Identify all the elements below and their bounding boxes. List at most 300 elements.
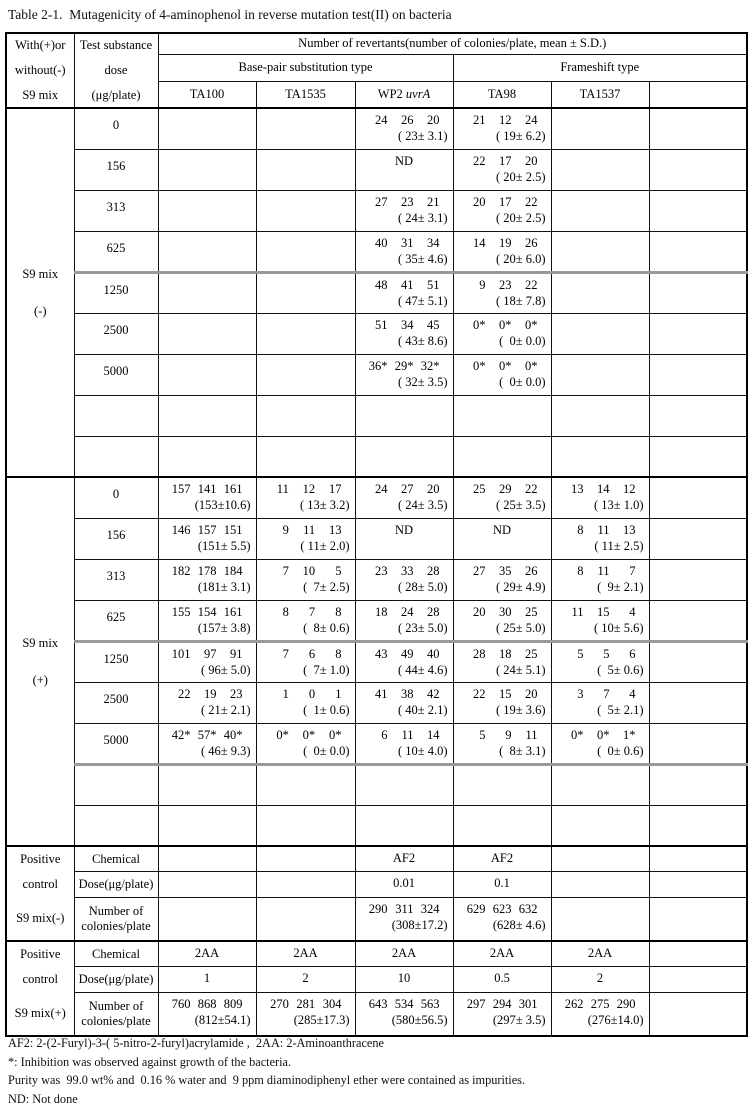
count-value: 40 bbox=[375, 235, 388, 250]
count-value: 0* bbox=[329, 727, 342, 742]
plate-counts bbox=[454, 314, 551, 333]
control-row-head bbox=[74, 846, 158, 872]
count-value: 0* bbox=[276, 727, 289, 742]
plate-counts bbox=[356, 683, 453, 702]
count-value: 5 bbox=[335, 563, 342, 578]
mean-sd: (812±54.1) bbox=[194, 1012, 251, 1027]
result-cell bbox=[551, 518, 649, 559]
footnote-line: AF2: 2-(2-Furyl)-3-( 5-nitro-2-furyl)acrylamide , 2AA: 2-Aminoanthracene bbox=[8, 1036, 384, 1050]
count-value: 275 bbox=[590, 996, 610, 1011]
mean-sd: ( 23± 3.1) bbox=[397, 129, 448, 143]
result-cell bbox=[453, 992, 551, 1036]
count-value: 270 bbox=[270, 996, 289, 1011]
plate-counts bbox=[356, 898, 453, 917]
count-value: 22 bbox=[178, 686, 191, 701]
empty-cell bbox=[649, 872, 747, 898]
empty-cell bbox=[551, 190, 649, 231]
cell-text: 0.5 bbox=[494, 971, 510, 986]
count-value: 11 bbox=[525, 727, 538, 742]
count-value: 34 bbox=[401, 317, 414, 332]
count-value: 25 bbox=[473, 482, 486, 496]
mean-sd: (308±17.2) bbox=[391, 917, 448, 932]
plate-counts bbox=[356, 355, 453, 374]
dose-cell bbox=[74, 764, 158, 805]
result-cell bbox=[158, 477, 256, 518]
empty-cell bbox=[649, 190, 747, 231]
mean-sd: ( 96± 5.0) bbox=[200, 662, 251, 677]
count-value: 14 bbox=[427, 727, 440, 742]
empty-cell bbox=[649, 395, 747, 436]
count-value: 21 bbox=[473, 113, 486, 127]
header-frameshift-cell: Frameshift type bbox=[453, 54, 747, 81]
plate-counts bbox=[454, 355, 551, 374]
plate-counts bbox=[552, 478, 649, 497]
count-value: 5 bbox=[603, 646, 610, 661]
plate-counts bbox=[159, 993, 256, 1012]
plate-counts bbox=[159, 643, 256, 662]
empty-cell bbox=[158, 436, 256, 477]
result-cell bbox=[355, 897, 453, 941]
count-value: 8 bbox=[335, 604, 342, 619]
count-value: 28 bbox=[427, 563, 440, 578]
empty-cell bbox=[158, 190, 256, 231]
count-value: 19 bbox=[499, 235, 512, 250]
empty-cell bbox=[649, 518, 747, 559]
count-value: 311 bbox=[395, 901, 414, 916]
dose-cell: 625 bbox=[74, 600, 158, 641]
result-cell bbox=[453, 313, 551, 354]
cell-text: 2AA bbox=[391, 946, 417, 960]
plate-counts bbox=[454, 150, 551, 169]
count-value: 632 bbox=[518, 901, 538, 916]
count-value: 24 bbox=[375, 482, 388, 496]
empty-cell bbox=[551, 313, 649, 354]
count-value: 154 bbox=[197, 604, 217, 619]
count-value: 6 bbox=[629, 646, 636, 661]
empty-cell bbox=[256, 354, 355, 395]
control-row-head bbox=[74, 897, 158, 941]
count-value: 28 bbox=[427, 604, 440, 619]
empty-cell bbox=[256, 897, 355, 941]
s9-label-line: S9 mix bbox=[22, 635, 59, 650]
empty-cell bbox=[551, 897, 649, 941]
control-row bbox=[6, 967, 747, 993]
mean-sd: (181± 3.1) bbox=[197, 579, 251, 594]
result-cell bbox=[355, 641, 453, 682]
count-value: 17 bbox=[499, 153, 512, 168]
s9-mix-label-cell bbox=[6, 477, 74, 846]
count-value: 6 bbox=[381, 727, 388, 742]
count-value: 40 bbox=[427, 646, 440, 661]
result-cell bbox=[551, 600, 649, 641]
result-cell bbox=[453, 897, 551, 941]
mean-sd: ( 7± 2.5) bbox=[303, 579, 350, 594]
count-value: 155 bbox=[171, 604, 191, 619]
mean-sd: ( 10± 4.0) bbox=[397, 743, 448, 758]
positive-control-label-cell bbox=[6, 941, 74, 1036]
result-cell bbox=[551, 941, 649, 967]
header-strain-ta1537 bbox=[551, 81, 649, 108]
control-row bbox=[6, 872, 747, 898]
strain-name-italic: uvrA bbox=[405, 86, 431, 101]
count-value: 534 bbox=[394, 996, 414, 1011]
plate-counts bbox=[454, 643, 551, 662]
result-cell bbox=[551, 992, 649, 1036]
count-value: 1* bbox=[623, 727, 636, 742]
mutagenicity-table bbox=[5, 32, 748, 1037]
empty-cell bbox=[649, 149, 747, 190]
cell-text: 2AA bbox=[194, 946, 220, 960]
count-value: 0* bbox=[473, 358, 486, 373]
count-value: 1 bbox=[282, 686, 289, 701]
header-s9-cell bbox=[6, 33, 74, 108]
count-value: 41 bbox=[401, 277, 414, 292]
mean-sd: ( 24± 3.5) bbox=[397, 498, 448, 512]
plate-counts bbox=[159, 683, 256, 702]
result-cell bbox=[256, 967, 355, 993]
count-value: 3 bbox=[577, 686, 584, 701]
count-value: 301 bbox=[518, 996, 538, 1011]
count-value: 34 bbox=[427, 235, 440, 250]
data-row bbox=[6, 682, 747, 723]
empty-cell bbox=[158, 395, 256, 436]
count-value: 760 bbox=[171, 996, 191, 1011]
count-value: 17 bbox=[499, 194, 512, 209]
empty-cell bbox=[158, 108, 256, 149]
mean-sd: ( 20± 2.5) bbox=[495, 210, 546, 225]
count-value: 6 bbox=[308, 646, 316, 661]
count-value: 290 bbox=[368, 901, 388, 916]
mean-sd: ( 18± 7.8) bbox=[495, 293, 546, 308]
empty-cell bbox=[649, 272, 747, 313]
mean-sd: (628± 4.6) bbox=[492, 917, 546, 932]
empty-cell bbox=[256, 395, 355, 436]
count-value: 97 bbox=[204, 646, 217, 661]
count-value: 9 bbox=[282, 522, 289, 537]
count-value: 563 bbox=[420, 996, 440, 1011]
count-value: 24 bbox=[401, 604, 414, 619]
cell-text: 2 bbox=[596, 971, 604, 986]
count-value: 31 bbox=[401, 235, 414, 250]
count-value: 23 bbox=[499, 277, 512, 292]
count-value: 12 bbox=[623, 482, 636, 496]
empty-cell bbox=[158, 272, 256, 313]
strain-name: TA98 bbox=[487, 86, 517, 101]
plate-counts bbox=[454, 191, 551, 210]
empty-cell bbox=[551, 108, 649, 149]
plate-counts bbox=[454, 274, 551, 293]
count-value: 281 bbox=[296, 996, 316, 1011]
result-cell bbox=[355, 723, 453, 764]
count-value: 12 bbox=[499, 113, 512, 127]
control-row bbox=[6, 846, 747, 872]
result-cell bbox=[355, 108, 453, 149]
mean-sd: ( 25± 5.0) bbox=[495, 620, 546, 635]
empty-cell bbox=[158, 805, 256, 846]
count-value: 7 bbox=[629, 563, 636, 578]
dose-cell: 1250 bbox=[74, 641, 158, 682]
count-value: 30 bbox=[499, 604, 512, 619]
count-value: 18 bbox=[375, 604, 388, 619]
mean-sd: ( 20± 6.0) bbox=[495, 251, 546, 266]
data-row bbox=[6, 805, 747, 846]
control-row-head bbox=[74, 992, 158, 1036]
plate-counts bbox=[454, 109, 551, 128]
empty-cell bbox=[551, 872, 649, 898]
dose-cell: 2500 bbox=[74, 682, 158, 723]
control-label-line: S9 mix(+) bbox=[14, 1006, 66, 1020]
dose-cell: 156 bbox=[74, 149, 158, 190]
empty-cell bbox=[551, 805, 649, 846]
dose-cell: 1250 bbox=[74, 272, 158, 313]
plate-counts bbox=[159, 560, 256, 579]
count-value: 146 bbox=[171, 522, 191, 537]
plate-counts bbox=[552, 601, 649, 620]
data-row bbox=[6, 313, 747, 354]
footnotes bbox=[8, 1034, 525, 1108]
result-cell bbox=[355, 941, 453, 967]
result-cell bbox=[355, 272, 453, 313]
count-value: 0* bbox=[499, 358, 512, 373]
mean-sd: ( 8± 0.6) bbox=[303, 620, 350, 635]
count-value: 0* bbox=[571, 727, 584, 742]
empty-cell bbox=[551, 846, 649, 872]
dose-cell: 313 bbox=[74, 190, 158, 231]
count-value: 91 bbox=[230, 646, 243, 661]
plate-counts bbox=[356, 724, 453, 743]
count-value: 5 bbox=[479, 727, 486, 742]
result-cell bbox=[355, 559, 453, 600]
empty-cell bbox=[649, 231, 747, 272]
mean-sd: ( 8± 3.1) bbox=[499, 743, 546, 758]
mean-sd: ( 21± 2.1) bbox=[200, 702, 251, 717]
control-head-line: Chemical bbox=[92, 851, 140, 866]
dose-cell bbox=[74, 805, 158, 846]
footnote-line: Purity was 99.0 wt% and 0.16 % water and 9 ppm diaminodiphenyl ether were contained as impurities. bbox=[8, 1073, 526, 1088]
mean-sd: ( 5± 0.6) bbox=[597, 662, 644, 677]
plate-counts bbox=[356, 191, 453, 210]
count-value: 11 bbox=[401, 727, 414, 742]
cell-text: ND bbox=[394, 522, 414, 537]
plate-counts bbox=[159, 478, 256, 497]
plate-counts bbox=[356, 314, 453, 333]
empty-cell bbox=[158, 354, 256, 395]
count-value: 40* bbox=[223, 727, 243, 742]
count-value: 0* bbox=[525, 358, 538, 373]
strain-name: TA100 bbox=[189, 86, 225, 101]
count-value: 36* bbox=[368, 358, 388, 373]
result-cell bbox=[256, 518, 355, 559]
header-dose-lines bbox=[75, 38, 158, 103]
plate-counts bbox=[356, 478, 453, 497]
cell-text: 0.01 bbox=[393, 876, 415, 891]
count-value: 38 bbox=[401, 686, 414, 701]
count-value: 8 bbox=[577, 522, 584, 537]
result-cell bbox=[158, 941, 256, 967]
count-value: 182 bbox=[171, 563, 191, 578]
result-cell bbox=[355, 190, 453, 231]
plate-counts bbox=[454, 724, 551, 743]
header-dose-line: (μg/plate) bbox=[91, 88, 141, 102]
plate-counts bbox=[159, 601, 256, 620]
empty-cell bbox=[256, 872, 355, 898]
mean-sd: ( 11± 2.5) bbox=[594, 538, 644, 553]
empty-cell bbox=[649, 967, 747, 993]
plate-counts bbox=[159, 724, 256, 743]
count-value: 290 bbox=[616, 996, 636, 1011]
count-value: 0* bbox=[499, 317, 512, 332]
header-strain-ta1535 bbox=[256, 81, 355, 108]
empty-cell bbox=[256, 231, 355, 272]
count-value: 14 bbox=[597, 482, 610, 496]
count-value: 14 bbox=[473, 235, 486, 250]
empty-cell bbox=[355, 764, 453, 805]
header-row-1 bbox=[6, 33, 747, 54]
count-value: 45 bbox=[427, 317, 440, 332]
count-value: 13 bbox=[329, 522, 342, 537]
count-value: 23 bbox=[375, 563, 388, 578]
mean-sd: ( 0± 0.0) bbox=[499, 374, 546, 389]
empty-cell bbox=[649, 641, 747, 682]
data-row bbox=[6, 190, 747, 231]
plate-counts bbox=[454, 993, 551, 1012]
cell-text: 10 bbox=[397, 971, 411, 986]
empty-cell bbox=[551, 272, 649, 313]
empty-cell bbox=[158, 846, 256, 872]
empty-cell bbox=[551, 149, 649, 190]
mean-sd: ( 13± 1.0) bbox=[593, 498, 644, 512]
result-cell bbox=[256, 682, 355, 723]
empty-cell bbox=[158, 149, 256, 190]
dose-cell: 0 bbox=[74, 108, 158, 149]
dose-cell: 5000 bbox=[74, 354, 158, 395]
empty-cell bbox=[649, 559, 747, 600]
positive-control-label-cell bbox=[6, 846, 74, 941]
data-row bbox=[6, 559, 747, 600]
plate-counts bbox=[257, 993, 355, 1012]
control-row bbox=[6, 897, 747, 941]
table-body bbox=[6, 33, 747, 1036]
plate-counts bbox=[356, 232, 453, 251]
count-value: 13 bbox=[571, 482, 584, 496]
count-value: 24 bbox=[525, 113, 538, 127]
result-cell bbox=[355, 992, 453, 1036]
result-cell bbox=[355, 846, 453, 872]
mean-sd: ( 29± 4.9) bbox=[495, 579, 546, 594]
count-value: 20 bbox=[525, 686, 538, 701]
mean-sd: ( 46± 9.3) bbox=[200, 743, 251, 758]
plate-counts bbox=[454, 560, 551, 579]
empty-cell bbox=[649, 108, 747, 149]
count-value: 23 bbox=[230, 686, 243, 701]
count-value: 304 bbox=[322, 996, 342, 1011]
empty-cell bbox=[453, 436, 551, 477]
mean-sd: ( 1± 0.6) bbox=[303, 702, 350, 717]
result-cell bbox=[551, 682, 649, 723]
header-dose-line: Test substance bbox=[79, 38, 153, 52]
mean-sd: ( 25± 3.5) bbox=[495, 498, 546, 512]
count-value: 18 bbox=[499, 646, 512, 661]
control-row bbox=[6, 992, 747, 1036]
count-value: 178 bbox=[197, 563, 217, 578]
count-value: 32* bbox=[420, 358, 440, 373]
count-value: 0* bbox=[302, 727, 316, 742]
count-value: 26 bbox=[401, 113, 414, 127]
s9-mix-label-cell bbox=[6, 108, 74, 477]
control-row bbox=[6, 941, 747, 967]
mean-sd: ( 24± 5.1) bbox=[495, 662, 546, 677]
result-cell bbox=[453, 682, 551, 723]
header-s9-lines bbox=[7, 38, 74, 103]
count-value: 262 bbox=[564, 996, 584, 1011]
count-value: 15 bbox=[597, 604, 610, 619]
count-value: 25 bbox=[525, 604, 538, 619]
result-cell bbox=[355, 600, 453, 641]
count-value: 27 bbox=[473, 563, 486, 578]
mean-sd: ( 24± 3.1) bbox=[397, 210, 448, 225]
count-value: 22 bbox=[525, 194, 538, 209]
empty-cell bbox=[551, 395, 649, 436]
count-value: 20 bbox=[473, 194, 486, 209]
header-s9-line: With(+)or bbox=[15, 38, 66, 52]
plate-counts bbox=[454, 683, 551, 702]
control-head-line: colonies/plate bbox=[81, 918, 151, 933]
data-row bbox=[6, 764, 747, 805]
count-value: 141 bbox=[197, 482, 217, 496]
empty-cell bbox=[649, 436, 747, 477]
result-cell bbox=[551, 477, 649, 518]
mean-sd: ( 0± 0.0) bbox=[499, 333, 546, 348]
plate-counts bbox=[454, 601, 551, 620]
data-row bbox=[6, 723, 747, 764]
result-cell bbox=[551, 967, 649, 993]
plate-counts bbox=[257, 601, 355, 620]
header-s9-line: without(-) bbox=[14, 63, 66, 77]
data-row bbox=[6, 641, 747, 682]
cell-text: AF2 bbox=[392, 851, 416, 865]
plate-counts bbox=[552, 683, 649, 702]
plate-counts bbox=[257, 724, 355, 743]
header-base-pair-cell: Base-pair substitution type bbox=[158, 54, 453, 81]
empty-cell bbox=[256, 436, 355, 477]
result-cell bbox=[453, 190, 551, 231]
result-cell bbox=[453, 641, 551, 682]
cell-text: 1 bbox=[203, 971, 211, 986]
result-cell bbox=[256, 600, 355, 641]
mean-sd: ( 13± 3.2) bbox=[299, 498, 350, 512]
empty-cell bbox=[649, 764, 747, 805]
mean-sd: ( 40± 2.1) bbox=[397, 702, 448, 717]
mean-sd: ( 35± 4.6) bbox=[397, 251, 448, 266]
result-cell bbox=[158, 967, 256, 993]
dose-cell: 5000 bbox=[74, 723, 158, 764]
control-head-line: Chemical bbox=[92, 946, 140, 961]
count-value: 28 bbox=[473, 646, 486, 661]
count-value: 623 bbox=[492, 901, 512, 916]
count-value: 7 bbox=[603, 686, 610, 701]
data-row bbox=[6, 272, 747, 313]
count-value: 629 bbox=[466, 901, 486, 916]
result-cell bbox=[453, 149, 551, 190]
count-value: 184 bbox=[223, 563, 243, 578]
control-label-line: control bbox=[22, 972, 58, 986]
strain-name: WP2 bbox=[377, 86, 406, 101]
count-value: 26 bbox=[525, 235, 538, 250]
cell-text: 0.1 bbox=[494, 876, 510, 891]
control-head-line: Number of bbox=[88, 903, 144, 918]
count-value: 43 bbox=[375, 646, 388, 661]
control-head-line: Number of bbox=[88, 998, 144, 1013]
